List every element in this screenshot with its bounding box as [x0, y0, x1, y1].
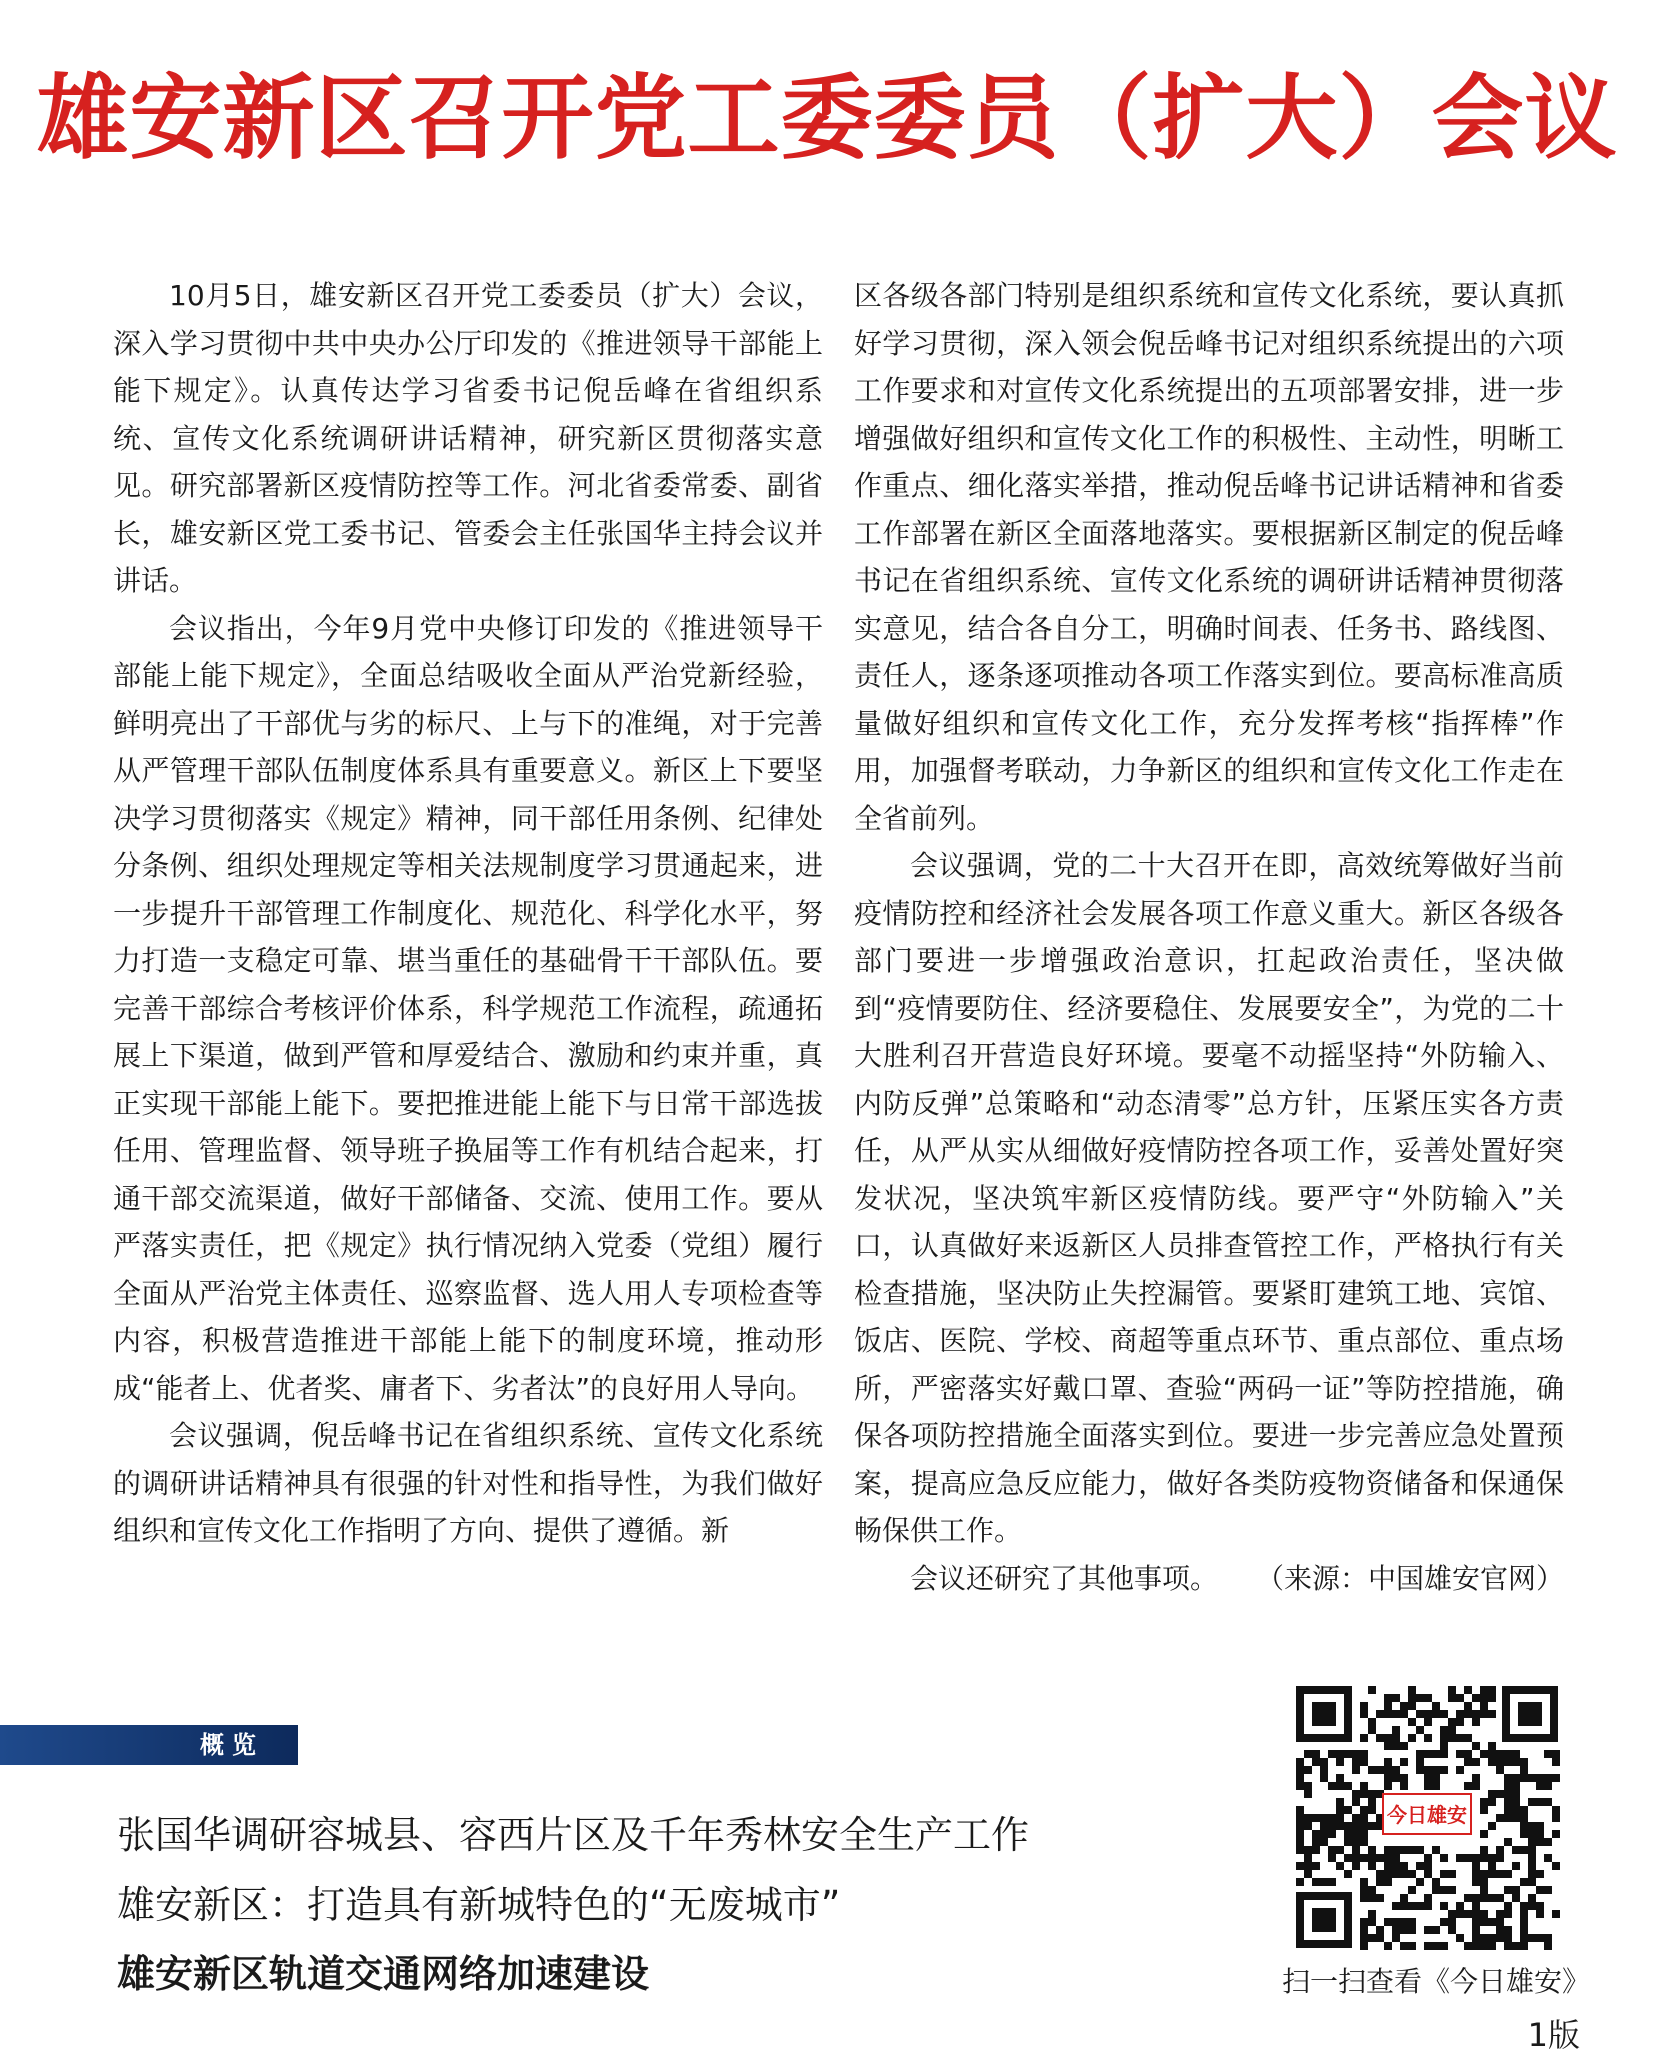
page-number: 1版	[1527, 2016, 1580, 2054]
qr-code-image	[1292, 1682, 1562, 1952]
overview-item-link[interactable]: 雄安新区轨道交通网络加速建设	[117, 1952, 650, 1996]
article-paragraph-continued: 区各级各部门特别是组织系统和宣传文化系统，要认真抓好学习贯彻，深入领会倪岳峰书记对组织系统提出的六项工作要求和对宣传文化系统提出的五项部署安排，进一步增强做好组织和宣传文化工作的积极性、主动性，明晰工作重点、细化落实举措，推动倪岳峰书记讲话精神和省委工作部署在新区全面落地落实。要根据新区制定的倪岳峰书记在省组织系统、宣传文化系统的调研讲话精神贯彻落实意见，结合各自分工，明确时间表、任务书、路线图、责任人，逐条逐项推动各项工作落实到位。要高标准高质量做好组织和宣传文化工作，充分发挥考核“指挥棒”作用，加强督考联动，力争新区的组织和宣传文化工作走在全省前列。	[854, 279, 1564, 835]
overview-item-link[interactable]: 张国华调研容城县、容西片区及千年秀林安全生产工作	[117, 1813, 1030, 1857]
page-headline: 雄安新区召开党工委委员（扩大）会议	[36, 64, 1618, 172]
qr-caption: 扫一扫查看《今日雄安》	[1282, 1965, 1591, 1998]
overview-label: 概览	[200, 1731, 264, 1759]
article-paragraph: 会议强调，党的二十大召开在即，高效统筹做好当前疫情防控和经济社会发展各项工作意义重大。新区各级各部门要进一步增强政治意识，扛起政治责任，坚决做到“疫情要防住、经济要稳住、发展要安全”，为党的二十大胜利召开营造良好环境。要毫不动摇坚持“外防输入、内防反弹”总策略和“动态清零”总方针，压紧压实各方责任，从严从实从细做好疫情防控各项工作，妥善处置好突发状况，坚决筑牢新区疫情防线。要严守“外防输入”关口，认真做好来返新区人员排查管控工作，严格执行有关检查措施，坚决防止失控漏管。要紧盯建筑工地、宾馆、饭店、医院、学校、商超等重点环节、重点部位、重点场所，严密落实好戴口罩、查验“两码一证”等防控措施，确保各项防控措施全面落实到位。要进一步完善应急处置预案，提高应急反应能力，做好各类防疫物资储备和保通保畅保供工作。	[854, 849, 1564, 1547]
article-closing: 会议还研究了其他事项。	[910, 1561, 1219, 1595]
article-paragraph: 会议强调，倪岳峰书记在省组织系统、宣传文化系统的调研讲话精神具有很强的针对性和指导性，为我们做好组织和宣传文化工作指明了方向、提供了遵循。新	[113, 1419, 823, 1547]
article-left-column	[113, 272, 823, 1555]
qr-code[interactable]	[1292, 1682, 1562, 1952]
article-source: （来源：中国雄安官网）	[1255, 1561, 1564, 1595]
overview-item-link[interactable]: 雄安新区：打造具有新城特色的“无废城市”	[117, 1883, 841, 1927]
article-right-column	[854, 272, 1564, 1602]
article-paragraph: 会议指出，今年9月党中央修订印发的《推进领导干部能上能下规定》，全面总结吸收全面从严治党新经验，鲜明亮出了干部优与劣的标尺、上与下的准绳，对于完善从严管理干部队伍制度体系具有重要意义。新区上下要坚决学习贯彻落实《规定》精神，同干部任用条例、纪律处分条例、组织处理规定等相关法规制度学习贯通起来，进一步提升干部管理工作制度化、规范化、科学化水平，努力打造一支稳定可靠、堪当重任的基础骨干干部队伍。要完善干部综合考核评价体系，科学规范工作流程，疏通拓展上下渠道，做到严管和厚爱结合、激励和约束并重，真正实现干部能上能下。要把推进能上能下与日常干部选拔任用、管理监督、领导班子换届等工作有机结合起来，打通干部交流渠道，做好干部储备、交流、使用工作。要从严落实责任，把《规定》执行情况纳入党委（党组）履行全面从严治党主体责任、巡察监督、选人用人专项检查等内容，积极营造推进干部能上能下的制度环境，推动形成“能者上、优者奖、庸者下、劣者汰”的良好用人导向。	[113, 611, 823, 1405]
qr-logo-text: 今日雄安	[1387, 1803, 1467, 1827]
article-closing-line	[854, 1555, 1564, 1603]
article-paragraph: 10月5日，雄安新区召开党工委委员（扩大）会议，深入学习贯彻中共中央办公厅印发的《推进领导干部能上能下规定》。认真传达学习省委书记倪岳峰在省组织系统、宣传文化系统调研讲话精神，研究新区贯彻落实意见。研究部署新区疫情防控等工作。河北省委常委、副省长，雄安新区党工委书记、管委会主任张国华主持会议并讲话。	[113, 279, 823, 597]
